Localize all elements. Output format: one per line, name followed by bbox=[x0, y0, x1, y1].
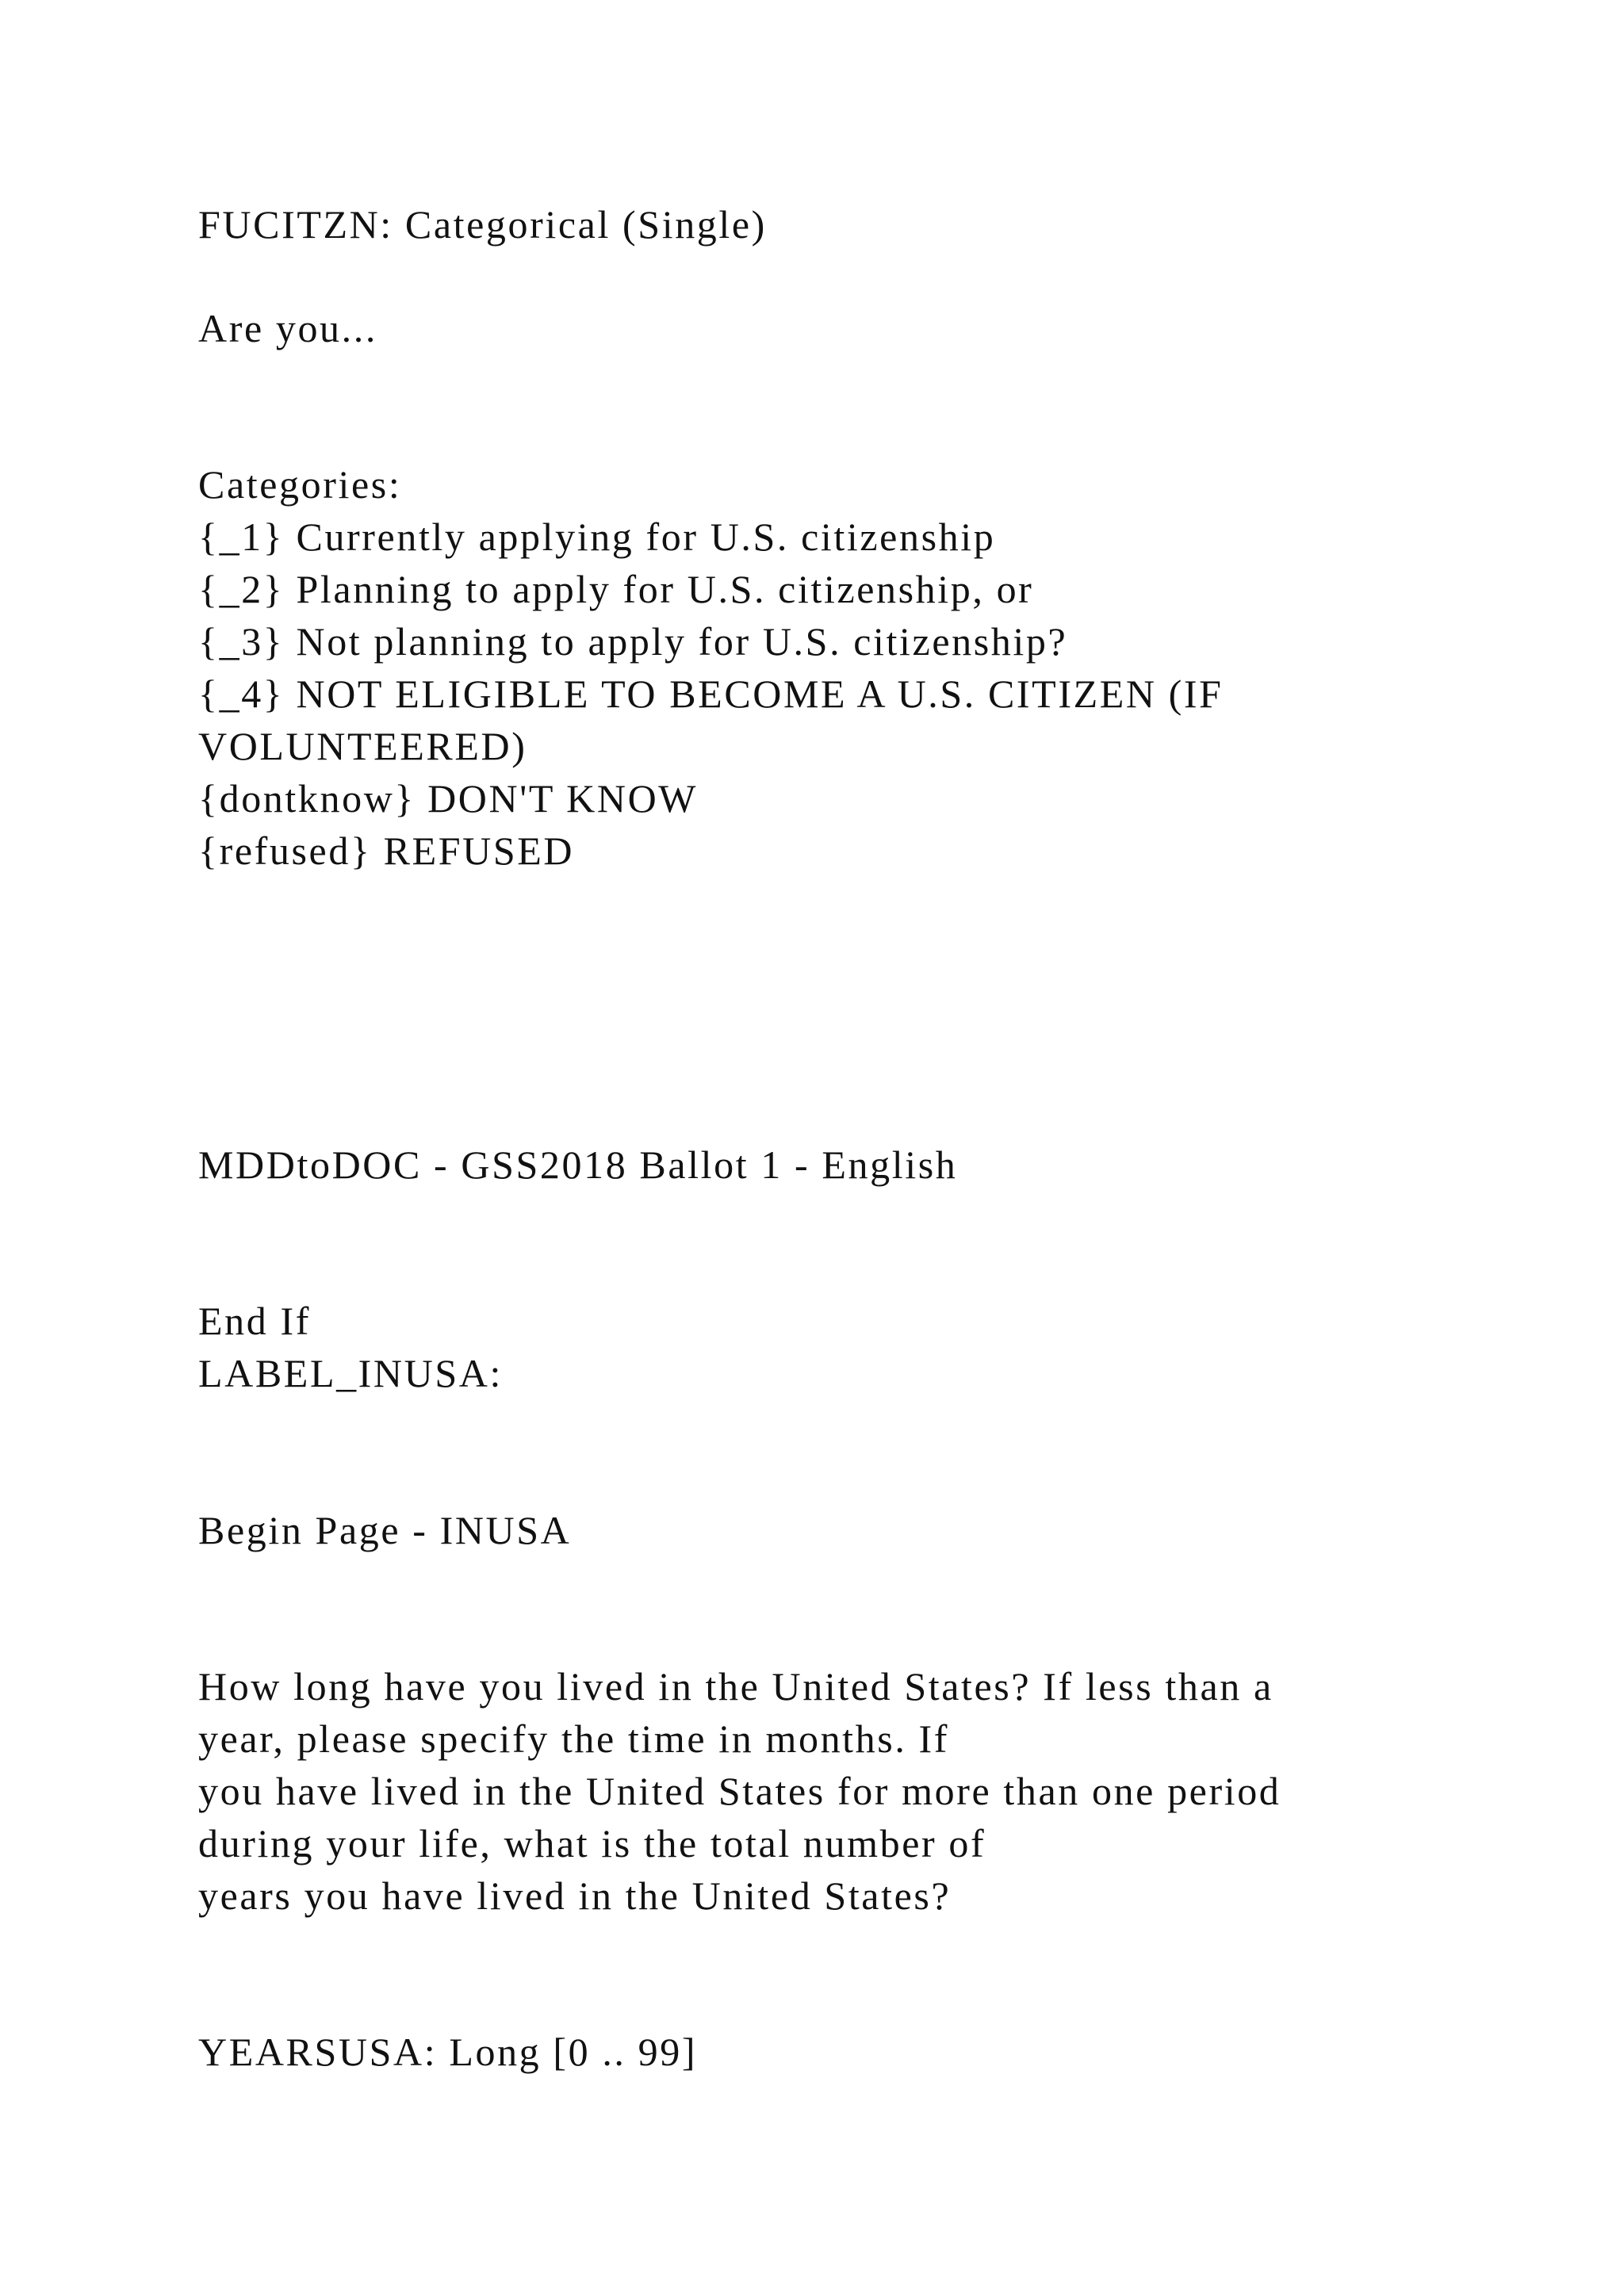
category-option-1: {_1} Currently applying for U.S. citizenship bbox=[198, 515, 996, 559]
question-text-line-5: years you have lived in the United States? bbox=[198, 1873, 952, 1918]
question-text-line-1: How long have you lived in the United States? If less than a bbox=[198, 1664, 1274, 1709]
question-header: FUCITZN: Categorical (Single) bbox=[198, 202, 767, 247]
category-option-2: {_2} Planning to apply for U.S. citizenship, or bbox=[198, 567, 1034, 611]
category-option-4-continued: VOLUNTEERED) bbox=[198, 724, 527, 768]
category-option-refused: {refused} REFUSED bbox=[198, 828, 575, 873]
begin-page-inusa: Begin Page - INUSA bbox=[198, 1508, 572, 1552]
category-option-3: {_3} Not planning to apply for U.S. citizenship? bbox=[198, 619, 1068, 664]
label-inusa: LABEL_INUSA: bbox=[198, 1351, 503, 1395]
question-text-line-3: you have lived in the United States for more than one period bbox=[198, 1769, 1281, 1813]
document-footer-title: MDDtoDOC - GSS2018 Ballot 1 - English bbox=[198, 1142, 958, 1187]
variable-definition: YEARSUSA: Long [0 .. 99] bbox=[198, 2030, 698, 2074]
category-option-dontknow: {dontknow} DON'T KNOW bbox=[198, 776, 699, 821]
end-if-statement: End If bbox=[198, 1299, 311, 1343]
question-prompt: Are you... bbox=[198, 306, 377, 350]
categories-label: Categories: bbox=[198, 462, 402, 507]
question-text-line-4: during your life, what is the total number of bbox=[198, 1821, 986, 1866]
question-text-line-2: year, please specify the time in months. If bbox=[198, 1716, 950, 1761]
category-option-4: {_4} NOT ELIGIBLE TO BECOME A U.S. CITIZEN (IF bbox=[198, 672, 1224, 716]
